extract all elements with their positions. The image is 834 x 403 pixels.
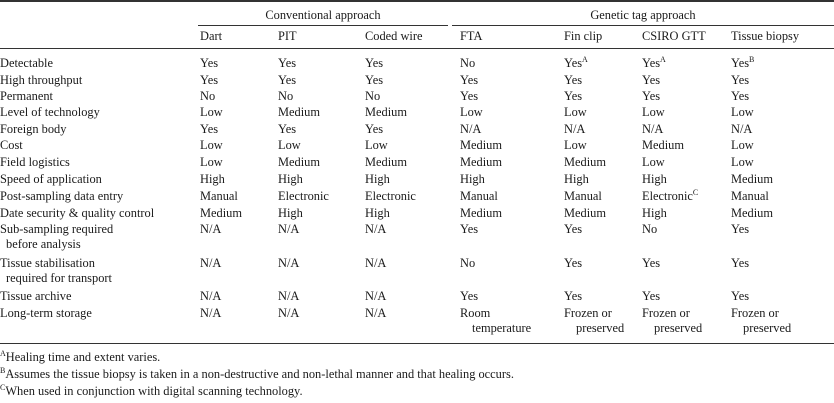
table-cell: Yes$^B$ bbox=[731, 55, 755, 70]
table-cell: N/A bbox=[642, 122, 664, 136]
table-cell: Low bbox=[200, 105, 223, 119]
table-cell: Medium bbox=[460, 155, 502, 169]
table-cell: Medium bbox=[460, 206, 502, 220]
table-cell: Yes bbox=[365, 73, 384, 87]
table-cell: N/A bbox=[460, 122, 482, 136]
row-label: High throughput bbox=[0, 73, 83, 87]
table-cell: Yes bbox=[642, 256, 661, 270]
table-cell: N/A bbox=[278, 289, 300, 303]
table-cell: Manual bbox=[200, 189, 238, 203]
row-label: Foreign body bbox=[0, 122, 67, 136]
group-header-genetic: Genetic tag approach bbox=[590, 8, 696, 22]
footnote-text: Healing time and extent varies. bbox=[5, 350, 161, 364]
table-cell: Frozen or bbox=[642, 306, 690, 320]
top-rule bbox=[0, 0, 834, 2]
bottom-rule bbox=[0, 343, 834, 344]
table-cell: N/A bbox=[200, 256, 222, 270]
row-label: Tissue stabilisation bbox=[0, 256, 95, 270]
table-cell: preserved bbox=[743, 321, 792, 335]
column-header: CSIRO GTT bbox=[642, 29, 706, 43]
table-cell: N/A bbox=[564, 122, 586, 136]
table-cell: Yes bbox=[642, 89, 661, 103]
row-label: Level of technology bbox=[0, 105, 100, 119]
group-rule-conventional bbox=[198, 25, 448, 26]
table-cell: Frozen or bbox=[731, 306, 779, 320]
table-cell: Low bbox=[460, 105, 483, 119]
table-cell: Medium bbox=[278, 105, 320, 119]
column-header: Tissue biopsy bbox=[731, 29, 800, 43]
column-header: Dart bbox=[200, 29, 223, 43]
column-header: Coded wire bbox=[365, 29, 423, 43]
table-cell: Low bbox=[642, 155, 665, 169]
row-label: Sub-sampling required bbox=[0, 222, 114, 236]
row-label: Tissue archive bbox=[0, 289, 72, 303]
table-cell: Yes bbox=[731, 73, 750, 87]
table-cell: Low bbox=[200, 138, 223, 152]
table-cell: No bbox=[278, 89, 294, 103]
table-cell: Yes$^A$ bbox=[564, 55, 588, 70]
column-header: PIT bbox=[278, 29, 297, 43]
table-cell: N/A bbox=[731, 122, 753, 136]
table-cell: preserved bbox=[654, 321, 703, 335]
table-cell: Medium bbox=[365, 105, 407, 119]
table-cell: N/A bbox=[365, 256, 387, 270]
table-cell: Medium bbox=[731, 206, 773, 220]
table-cell: Yes bbox=[365, 122, 384, 136]
table-cell: Low bbox=[731, 138, 754, 152]
table-cell: Manual bbox=[564, 189, 602, 203]
table-cell: Manual bbox=[731, 189, 769, 203]
row-label: Speed of application bbox=[0, 172, 102, 186]
column-header: Fin clip bbox=[564, 29, 603, 43]
table-cell: Medium bbox=[731, 172, 773, 186]
table-cell: High bbox=[278, 206, 303, 220]
table-cell: Medium bbox=[278, 155, 320, 169]
table-cell: Medium bbox=[200, 206, 242, 220]
table-cell: No bbox=[200, 89, 216, 103]
footnote-text: Assumes the tissue biopsy is taken in a non-destructive and non-lethal manner and that healing occurs. bbox=[5, 367, 514, 381]
table-cell: Yes bbox=[278, 122, 297, 136]
footnote-marker: C bbox=[692, 188, 699, 197]
table-cell: Yes bbox=[564, 256, 583, 270]
table-cell: Yes bbox=[200, 122, 219, 136]
table-cell: High bbox=[564, 172, 589, 186]
table-cell: N/A bbox=[278, 306, 300, 320]
table-cell: Low bbox=[365, 138, 388, 152]
table-cell: N/A bbox=[365, 306, 387, 320]
table-cell: Low bbox=[564, 138, 587, 152]
table-cell: Yes bbox=[731, 256, 750, 270]
footnote bbox=[0, 350, 160, 364]
table-cell: Yes bbox=[731, 89, 750, 103]
footnote-marker: A bbox=[660, 55, 666, 64]
table-cell: High bbox=[200, 172, 225, 186]
group-header-conventional: Conventional approach bbox=[265, 8, 381, 22]
row-label: Post-sampling data entry bbox=[0, 189, 124, 203]
table-cell: Yes bbox=[564, 222, 583, 236]
footnote-mark: B bbox=[0, 366, 6, 375]
table-cell: Yes bbox=[460, 289, 479, 303]
table-cell: Yes bbox=[564, 73, 583, 87]
footnote-text: When used in conjunction with digital scanning technology. bbox=[5, 384, 303, 398]
row-label: Permanent bbox=[0, 89, 53, 103]
table-cell: Low bbox=[731, 105, 754, 119]
table-cell: Electronic$^C$ bbox=[642, 188, 699, 203]
table-cell: High bbox=[365, 172, 390, 186]
table-cell: Low bbox=[278, 138, 301, 152]
table-cell: Medium bbox=[365, 155, 407, 169]
group-rule-genetic bbox=[452, 25, 834, 26]
row-label: Date security & quality control bbox=[0, 206, 155, 220]
table-cell: Medium bbox=[564, 155, 606, 169]
table-cell: Electronic bbox=[365, 189, 416, 203]
table-cell: preserved bbox=[576, 321, 625, 335]
table-cell: Low bbox=[200, 155, 223, 169]
table-cell: No bbox=[460, 56, 476, 70]
table-cell: temperature bbox=[472, 321, 532, 335]
table-cell: High bbox=[642, 206, 667, 220]
table-cell: N/A bbox=[278, 256, 300, 270]
table-cell: High bbox=[365, 206, 390, 220]
table-cell: Low bbox=[564, 105, 587, 119]
table-cell: N/A bbox=[200, 306, 222, 320]
table-cell: Medium bbox=[642, 138, 684, 152]
table-cell: No bbox=[365, 89, 381, 103]
table-cell: Yes bbox=[731, 222, 750, 236]
table-cell: Yes bbox=[200, 56, 219, 70]
table-cell: Low bbox=[731, 155, 754, 169]
table-cell: N/A bbox=[365, 222, 387, 236]
table-cell: Electronic bbox=[278, 189, 329, 203]
row-label: Field logistics bbox=[0, 155, 70, 169]
table-cell: Yes bbox=[564, 289, 583, 303]
table-cell: Frozen or bbox=[564, 306, 612, 320]
table-cell: Yes bbox=[278, 73, 297, 87]
footnote bbox=[0, 367, 514, 381]
table-cell: Yes$^A$ bbox=[642, 55, 666, 70]
table-cell: N/A bbox=[278, 222, 300, 236]
row-label: Cost bbox=[0, 138, 23, 152]
table-cell: Yes bbox=[642, 289, 661, 303]
table-cell: Low bbox=[642, 105, 665, 119]
table-cell: Yes bbox=[642, 73, 661, 87]
row-label: required for transport bbox=[6, 271, 112, 285]
column-header: FTA bbox=[460, 29, 483, 43]
table-cell: No bbox=[460, 256, 476, 270]
table-cell: Medium bbox=[460, 138, 502, 152]
footnote bbox=[0, 384, 303, 398]
table-cell: Yes bbox=[731, 289, 750, 303]
table-cell: Manual bbox=[460, 189, 498, 203]
table-cell: High bbox=[642, 172, 667, 186]
row-label: before analysis bbox=[6, 237, 81, 251]
table-cell: High bbox=[278, 172, 303, 186]
footnote-marker: B bbox=[749, 55, 755, 64]
footnote-mark: C bbox=[0, 383, 6, 392]
row-label: Long-term storage bbox=[0, 306, 92, 320]
footnote-marker: A bbox=[582, 55, 588, 64]
table-cell: No bbox=[642, 222, 658, 236]
header-rule bbox=[0, 48, 834, 49]
table-cell: Yes bbox=[278, 56, 297, 70]
table-cell: Yes bbox=[365, 56, 384, 70]
table-cell: Medium bbox=[564, 206, 606, 220]
table-cell: Yes bbox=[460, 73, 479, 87]
table-cell: Room bbox=[460, 306, 491, 320]
row-label: Detectable bbox=[0, 56, 53, 70]
table-cell: N/A bbox=[200, 289, 222, 303]
footnote-mark: A bbox=[0, 349, 6, 358]
table-cell: Yes bbox=[200, 73, 219, 87]
table-cell: N/A bbox=[365, 289, 387, 303]
table-cell: Yes bbox=[564, 89, 583, 103]
table-cell: High bbox=[460, 172, 485, 186]
table-cell: Yes bbox=[460, 222, 479, 236]
table-cell: N/A bbox=[200, 222, 222, 236]
table-cell: Yes bbox=[460, 89, 479, 103]
